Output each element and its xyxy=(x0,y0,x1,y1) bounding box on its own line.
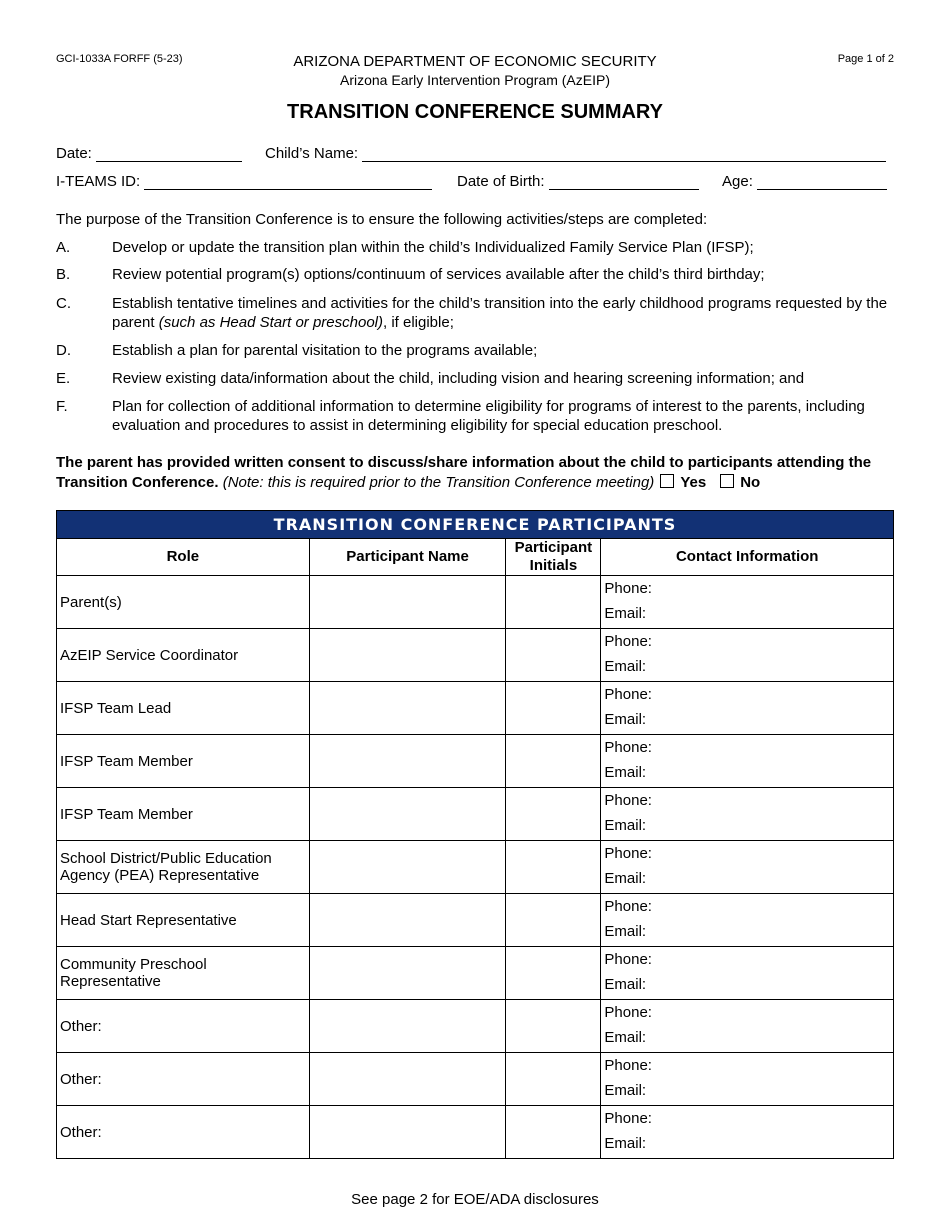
participant-name-cell[interactable] xyxy=(309,682,506,735)
childs-name-field[interactable] xyxy=(265,145,886,162)
participant-initials-cell[interactable] xyxy=(506,788,601,841)
participant-name-cell[interactable] xyxy=(309,841,506,894)
participant-initials-cell[interactable] xyxy=(506,1106,601,1159)
date-field[interactable] xyxy=(56,145,242,162)
table-row xyxy=(57,841,894,894)
participant-initials-cell[interactable] xyxy=(506,576,601,629)
purpose-item xyxy=(56,369,896,388)
consent-statement xyxy=(56,453,901,493)
consent-text: The parent has provided written consent to discuss/share information about the child to participants attending the Transition Conference. xyxy=(56,454,872,491)
no-label: No xyxy=(740,474,761,491)
purpose-intro: The purpose of the Transition Conference is to ensure the following activities/steps are completed: xyxy=(56,211,708,228)
email-label: Email: xyxy=(604,870,647,887)
participant-initials-cell[interactable] xyxy=(506,1053,601,1106)
table-row xyxy=(57,894,894,947)
item-text: Review potential program(s) options/continuum of services available after the child’s third birthday; xyxy=(112,266,765,283)
table-row xyxy=(57,1106,894,1159)
dob-input[interactable] xyxy=(549,173,699,190)
participants-table xyxy=(56,510,894,1159)
email-label: Email: xyxy=(604,764,647,781)
role-cell: IFSP Team Member xyxy=(57,788,310,841)
phone-label: Phone: xyxy=(604,792,652,809)
contact-cell[interactable] xyxy=(601,629,894,682)
contact-cell[interactable] xyxy=(601,576,894,629)
childs-name-label: Child’s Name: xyxy=(265,145,359,162)
table-row xyxy=(57,629,894,682)
role-cell: School District/Public Education Agency (PEA) Representative xyxy=(57,841,310,894)
column-header-role: Role xyxy=(57,539,310,576)
participant-name-cell[interactable] xyxy=(309,735,506,788)
dob-label: Date of Birth: xyxy=(457,173,545,190)
participant-initials-cell[interactable] xyxy=(506,629,601,682)
purpose-item xyxy=(56,238,896,257)
consent-note: (Note: this is required prior to the Transition Conference meeting) xyxy=(222,474,655,491)
yes-label: Yes xyxy=(680,474,707,491)
participant-initials-cell[interactable] xyxy=(506,894,601,947)
item-text-italic: (such as Head Start or preschool) xyxy=(158,314,383,331)
phone-label: Phone: xyxy=(604,1110,652,1127)
role-cell: Parent(s) xyxy=(57,576,310,629)
page-number: Page 1 of 2 xyxy=(837,53,894,65)
participant-name-cell[interactable] xyxy=(309,1106,506,1159)
participant-name-cell[interactable] xyxy=(309,629,506,682)
item-letter: F. xyxy=(56,398,68,415)
table-row xyxy=(57,682,894,735)
column-header-initials: Participant Initials xyxy=(506,539,601,576)
role-cell: IFSP Team Lead xyxy=(57,682,310,735)
column-header-contact: Contact Information xyxy=(601,539,894,576)
contact-cell[interactable] xyxy=(601,1106,894,1159)
participant-initials-cell[interactable] xyxy=(506,841,601,894)
form-id: GCI-1033A FORFF (5-23) xyxy=(56,53,183,65)
item-text-after: , if eligible; xyxy=(383,314,454,331)
role-cell: AzEIP Service Coordinator xyxy=(57,629,310,682)
participant-name-cell[interactable] xyxy=(309,576,506,629)
column-header-participant-name: Participant Name xyxy=(309,539,506,576)
age-label: Age: xyxy=(722,173,753,190)
participant-initials-cell[interactable] xyxy=(506,947,601,1000)
contact-cell[interactable] xyxy=(601,841,894,894)
iteams-id-label: I-TEAMS ID: xyxy=(56,173,141,190)
phone-label: Phone: xyxy=(604,951,652,968)
role-cell: IFSP Team Member xyxy=(57,735,310,788)
email-label: Email: xyxy=(604,1135,647,1152)
dob-field[interactable] xyxy=(457,173,699,190)
participant-name-cell[interactable] xyxy=(309,894,506,947)
email-label: Email: xyxy=(604,658,647,675)
contact-cell[interactable] xyxy=(601,894,894,947)
table-row xyxy=(57,576,894,629)
age-input[interactable] xyxy=(757,173,887,190)
table-row xyxy=(57,735,894,788)
item-letter: E. xyxy=(56,370,71,387)
participant-name-cell[interactable] xyxy=(309,1053,506,1106)
item-text: Review existing data/information about the child, including vision and hearing screening information; and xyxy=(112,370,805,387)
date-input[interactable] xyxy=(96,145,242,162)
email-label: Email: xyxy=(604,605,647,622)
phone-label: Phone: xyxy=(604,686,652,703)
contact-cell[interactable] xyxy=(601,735,894,788)
participant-name-cell[interactable] xyxy=(309,788,506,841)
role-cell: Other: xyxy=(57,1053,310,1106)
participant-name-cell[interactable] xyxy=(309,947,506,1000)
participant-name-cell[interactable] xyxy=(309,1000,506,1053)
contact-cell[interactable] xyxy=(601,788,894,841)
item-text-main: Establish tentative timelines and activities for the child’s transition into the early childhood programs requested by the parent xyxy=(112,295,888,331)
email-label: Email: xyxy=(604,1029,647,1046)
item-text: Establish a plan for parental visitation to the programs available; xyxy=(112,342,538,359)
date-label: Date: xyxy=(56,145,92,162)
contact-cell[interactable] xyxy=(601,1053,894,1106)
phone-label: Phone: xyxy=(604,580,652,597)
item-letter: C. xyxy=(56,295,71,312)
phone-label: Phone: xyxy=(604,1004,652,1021)
phone-label: Phone: xyxy=(604,898,652,915)
yes-checkbox[interactable] xyxy=(660,474,674,488)
contact-cell[interactable] xyxy=(601,682,894,735)
iteams-id-field[interactable] xyxy=(56,173,432,190)
contact-cell[interactable] xyxy=(601,947,894,1000)
table-row xyxy=(57,947,894,1000)
role-cell: Community Preschool Representative xyxy=(57,947,310,1000)
page-title: TRANSITION CONFERENCE SUMMARY xyxy=(287,101,663,123)
program-name: Arizona Early Intervention Program (AzEIP) xyxy=(340,72,610,88)
iteams-id-input[interactable] xyxy=(144,173,432,190)
role-cell: Head Start Representative xyxy=(57,894,310,947)
item-letter: B. xyxy=(56,266,71,283)
role-cell: Other: xyxy=(57,1106,310,1159)
contact-cell[interactable] xyxy=(601,1000,894,1053)
childs-name-input[interactable] xyxy=(362,145,886,162)
item-text xyxy=(112,294,896,332)
footer-note: See page 2 for EOE/ADA disclosures xyxy=(351,1191,599,1208)
participant-initials-cell[interactable] xyxy=(506,1000,601,1053)
purpose-item xyxy=(56,397,896,435)
item-text: Plan for collection of additional information to determine eligibility for programs of interest to the parents, including evaluation and procedures to assist in determining eligibility for special education preschool. xyxy=(112,398,865,434)
phone-label: Phone: xyxy=(604,845,652,862)
table-row xyxy=(57,788,894,841)
item-letter: A. xyxy=(56,239,71,256)
email-label: Email: xyxy=(604,817,647,834)
purpose-item xyxy=(56,265,896,284)
item-letter: D. xyxy=(56,342,71,359)
item-text: Develop or update the transition plan within the child’s Individualized Family Service Plan (IFSP); xyxy=(112,239,754,256)
agency-name: ARIZONA DEPARTMENT OF ECONOMIC SECURITY xyxy=(293,53,657,70)
email-label: Email: xyxy=(604,1082,647,1099)
participant-initials-cell[interactable] xyxy=(506,682,601,735)
phone-label: Phone: xyxy=(604,739,652,756)
table-title: TRANSITION CONFERENCE PARTICIPANTS xyxy=(57,511,894,539)
email-label: Email: xyxy=(604,923,647,940)
participant-initials-cell[interactable] xyxy=(506,735,601,788)
table-row xyxy=(57,1000,894,1053)
role-cell: Other: xyxy=(57,1000,310,1053)
purpose-item xyxy=(56,341,896,360)
phone-label: Phone: xyxy=(604,1057,652,1074)
no-checkbox[interactable] xyxy=(720,474,734,488)
table-row xyxy=(57,1053,894,1106)
email-label: Email: xyxy=(604,711,647,728)
purpose-item xyxy=(56,294,896,332)
email-label: Email: xyxy=(604,976,647,993)
age-field[interactable] xyxy=(722,173,887,190)
phone-label: Phone: xyxy=(604,633,652,650)
